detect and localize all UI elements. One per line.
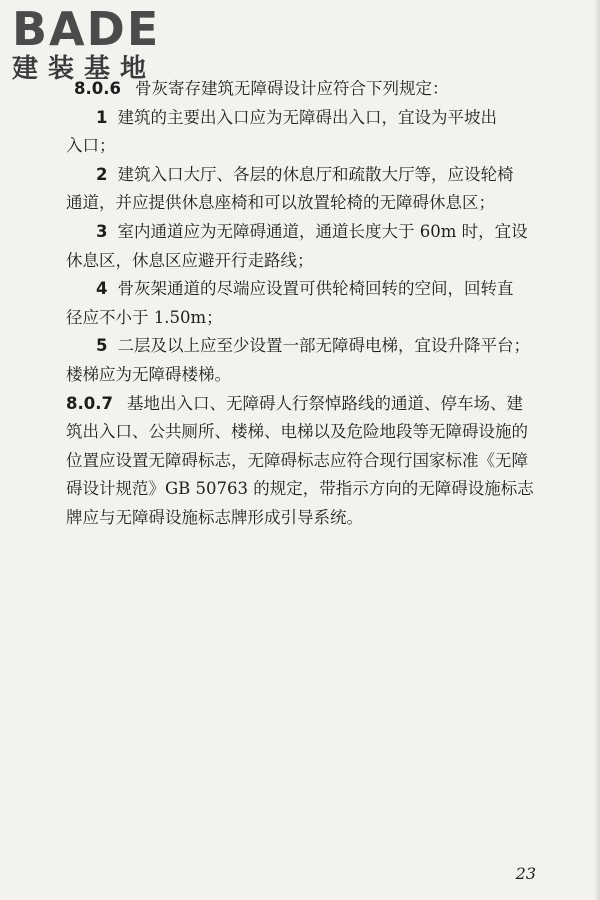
item-continuation: 楼梯应为无障碍楼梯。 (66, 364, 231, 384)
item-continuation: 入口； (66, 136, 116, 156)
clause-continuation: 碍设计规范》GB 50763 的规定，带指示方向的无障碍设施标志 (66, 479, 534, 499)
item-continuation: 通道，并应提供休息座椅和可以放置轮椅的无障碍休息区； (66, 193, 495, 213)
clause-intro: 骨灰寄存建筑无障碍设计应符合下列规定： (134, 79, 449, 98)
item-continuation: 休息区，休息区应避开行走路线； (66, 250, 314, 270)
list-item (66, 332, 566, 361)
item-number: 1 (96, 107, 108, 127)
clause-806-heading (66, 75, 566, 104)
list-item (66, 161, 566, 190)
clause-continuation: 筑出入口、公共厕所、楼梯、电梯以及危险地段等无障碍设施的 (66, 422, 528, 442)
clause-number: 8.0.7 (66, 393, 113, 413)
list-item (66, 275, 566, 304)
clause-807-heading (66, 390, 566, 419)
logo-wordmark: BADE (12, 2, 161, 56)
clause-continuation: 牌应与无障碍设施标志牌形成引导系统。 (66, 507, 363, 527)
logo-subtitle: 建装基地 (12, 54, 157, 84)
item-continuation: 径应不小于 1.50m； (66, 307, 223, 327)
clause-number: 8.0.6 (74, 79, 121, 98)
item-number: 4 (96, 279, 108, 299)
list-item (66, 218, 566, 247)
item-text: 室内通道应为无障碍通道，通道长度大于 60m 时，宜设 (117, 221, 528, 241)
clause-continuation: 位置应设置无障碍标志，无障碍标志应符合现行国家标准《无障 (66, 450, 528, 470)
item-text: 建筑的主要出入口应为无障碍出入口，宜设为平坡出 (117, 107, 497, 127)
list-item (66, 104, 566, 133)
item-number: 2 (96, 164, 108, 184)
item-text: 建筑入口大厅、各层的休息厅和疏散大厅等，应设轮椅 (117, 164, 514, 184)
page-number: 23 (515, 864, 536, 883)
item-text: 骨灰架通道的尽端应设置可供轮椅回转的空间，回转直 (117, 279, 514, 299)
page-edge-shadow (594, 0, 600, 900)
item-text: 二层及以上应至少设置一部无障碍电梯，宜设升降平台； (117, 336, 530, 356)
clause-text: 基地出入口、无障碍人行祭悼路线的通道、停车场、建 (126, 393, 523, 413)
document-body (66, 75, 566, 533)
item-number: 5 (96, 336, 108, 356)
item-number: 3 (96, 221, 108, 241)
